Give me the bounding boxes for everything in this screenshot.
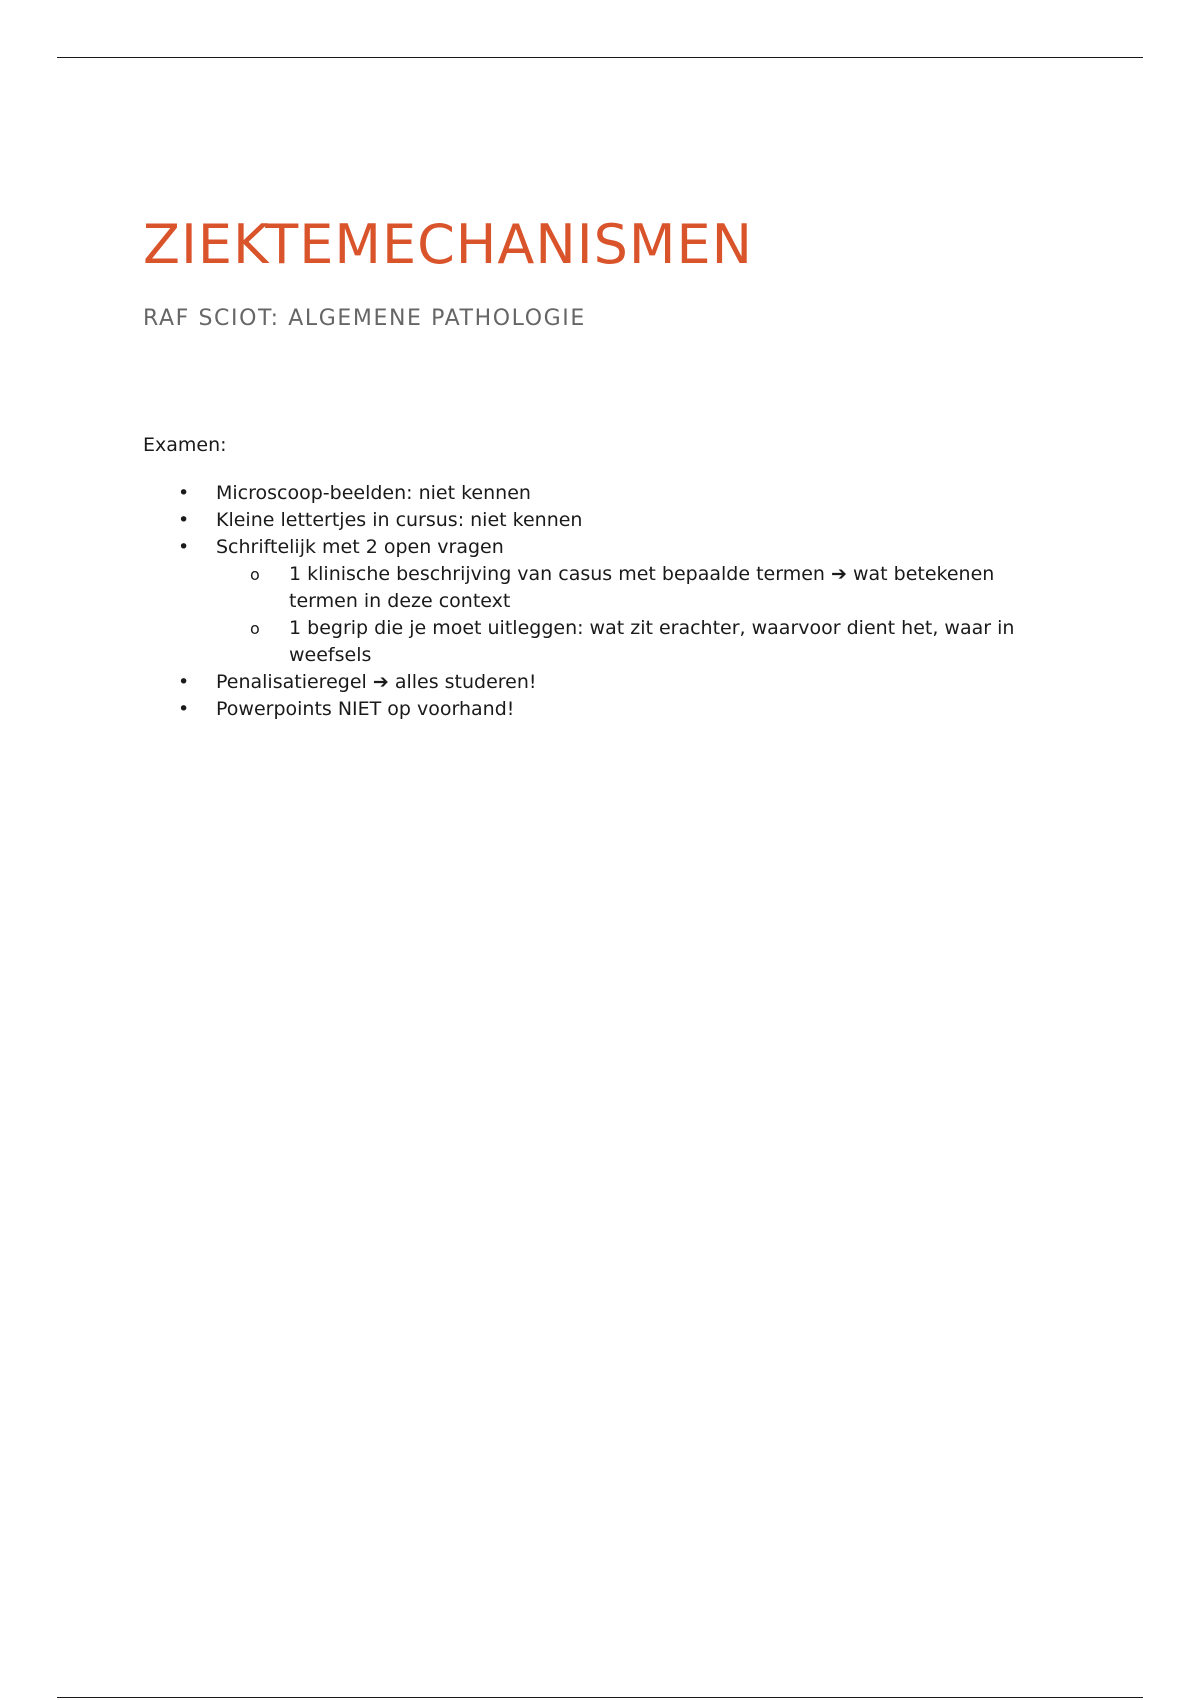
section-label: Examen: <box>143 434 227 456</box>
list-item <box>143 480 1063 507</box>
sub-list-item <box>216 561 1063 615</box>
list-item <box>143 696 1063 723</box>
bullet-icon: • <box>178 509 190 531</box>
sub-bullet-icon: o <box>250 565 260 584</box>
exam-list <box>143 480 1063 723</box>
footer-rule <box>57 1697 1143 1698</box>
list-item-text: Microscoop-beelden: niet kennen <box>216 482 531 504</box>
page-subtitle: RAF SCIOT: ALGEMENE PATHOLOGIE <box>143 306 586 331</box>
list-item <box>143 507 1063 534</box>
header-rule <box>57 57 1143 58</box>
bullet-icon: • <box>178 482 190 504</box>
bullet-icon: • <box>178 671 190 693</box>
arrow-right-icon: ➔ <box>372 671 389 693</box>
list-item <box>143 534 1063 669</box>
sub-list-item-text: 1 begrip die je moet uitleggen: wat zit erachter, waarvoor dient het, waar in weefsels <box>289 617 1015 666</box>
list-item-text-continued: alles studeren! <box>394 671 537 693</box>
list-item <box>143 669 1063 696</box>
sub-bullet-icon: o <box>250 619 260 638</box>
sub-list-item-text: 1 klinische beschrijving van casus met bepaalde termen <box>289 563 825 585</box>
list-item-text: Penalisatieregel <box>216 671 367 693</box>
page-title: ZIEKTEMECHANISMEN <box>143 213 754 276</box>
list-item-text: Powerpoints NIET op voorhand! <box>216 698 515 720</box>
bullet-icon: • <box>178 536 190 558</box>
sub-list <box>216 561 1063 669</box>
list-item-text: Kleine lettertjes in cursus: niet kennen <box>216 509 583 531</box>
sub-list-item <box>216 615 1063 669</box>
arrow-right-icon: ➔ <box>831 563 847 585</box>
list-item-text: Schriftelijk met 2 open vragen <box>216 536 504 558</box>
bullet-icon: • <box>178 698 190 720</box>
sub-list-item-text-continued: wat betekenen termen in deze context <box>289 563 995 612</box>
